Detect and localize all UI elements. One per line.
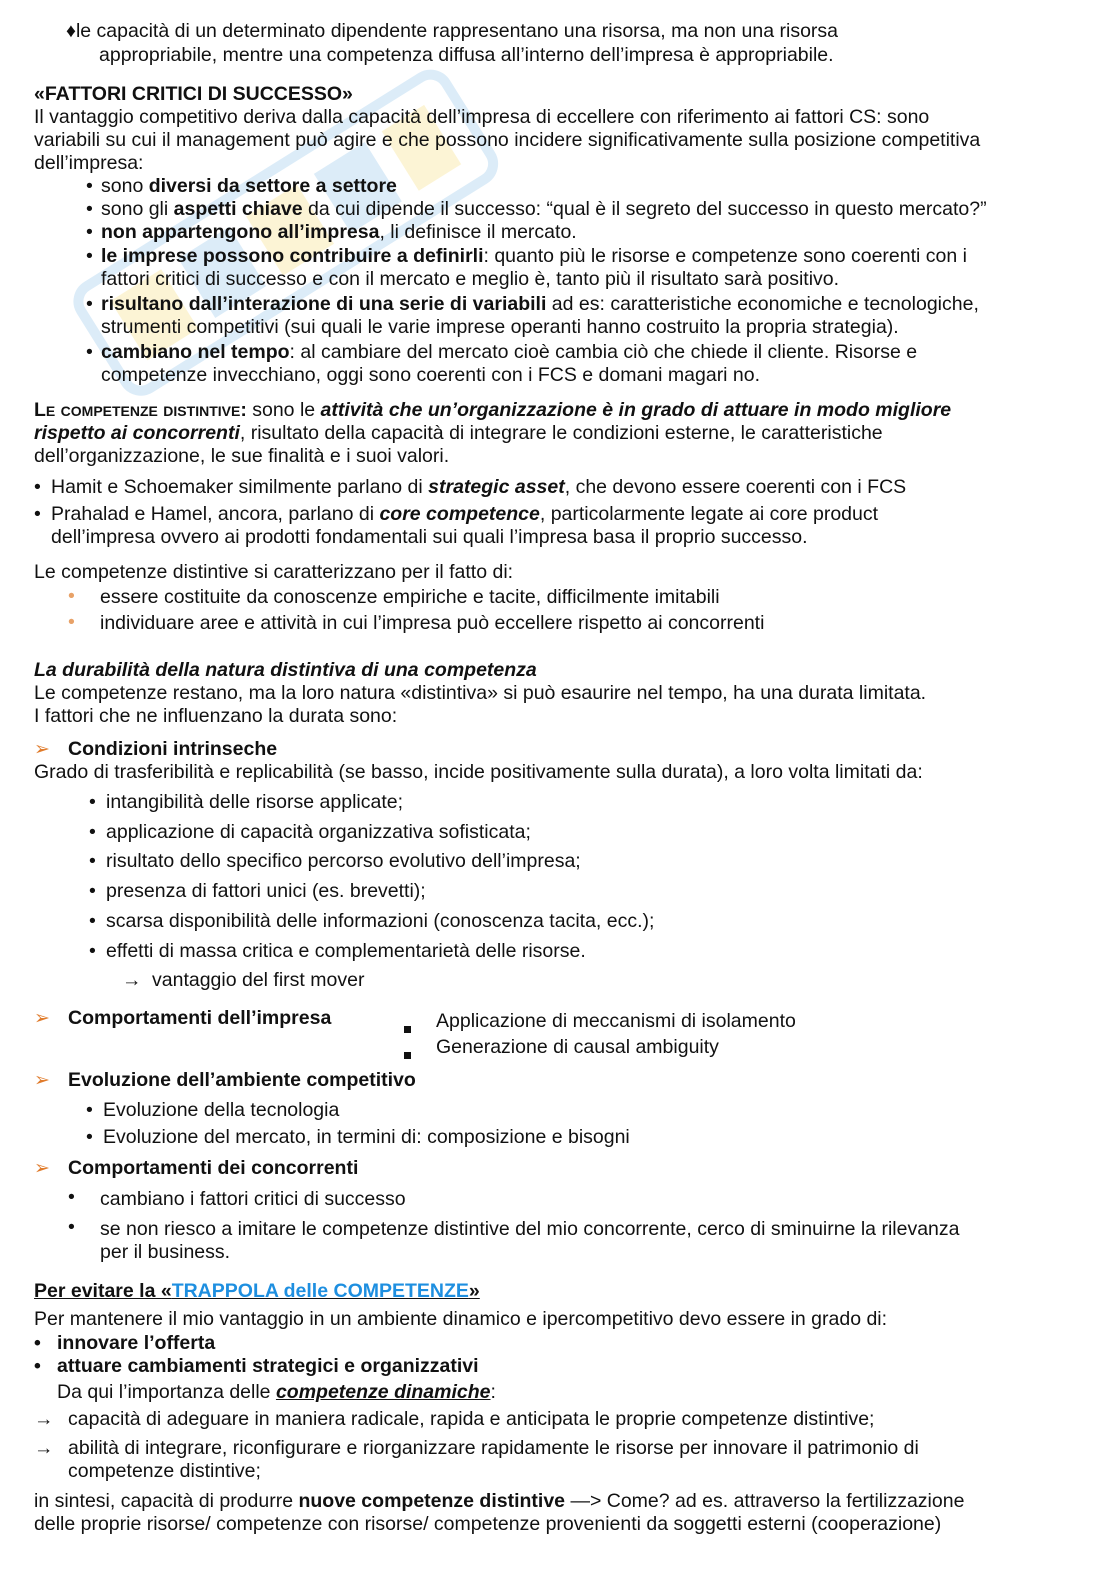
cd-prahalad: Prahalad e Hamel, ancora, parlano di core competence, particolarmente legate ai core product: [51, 503, 879, 525]
fcs-bullet-1: sono diversi da settore a settore: [101, 175, 397, 197]
bullet-icon: •: [68, 1216, 75, 1238]
dynamic-item-1: capacità di adeguare in maniera radicale, rapida e anticipata le proprie competenze distintive;: [68, 1408, 875, 1430]
diamond-bullet-icon: ♦: [66, 20, 76, 42]
firm-behaviour-item-2: Generazione di causal ambiguity: [436, 1036, 719, 1058]
right-arrow-icon: →: [34, 1437, 54, 1459]
fcs-bullet-6-cont: competenze invecchiano, oggi sono coerenti con i FCS e domani magari no.: [101, 364, 761, 386]
orange-bullet-icon: •: [68, 585, 75, 607]
dynamic-item-2-cont: competenze distintive;: [68, 1460, 261, 1482]
durability-line-2: I fattori che ne influenzano la durata sono:: [34, 705, 398, 727]
summary-line-1: in sintesi, capacità di produrre nuove competenze distintive —> Come? ad es. attraverso la fertilizzazione: [34, 1490, 965, 1512]
fcs-bullet-2: sono gli aspetti chiave da cui dipende il successo: “qual è il segreto del successo in questo mercato?”: [101, 198, 987, 220]
bullet-icon: •: [86, 175, 93, 197]
arrowhead-bullet-icon: ➢: [34, 1070, 50, 1091]
bullet-icon: •: [86, 198, 93, 220]
first-mover-item: vantaggio del first mover: [152, 969, 365, 991]
fcs-bullet-5-cont: strumenti competitivi (sui quali le varie imprese operanti hanno costruito la propria strategia).: [101, 316, 899, 338]
trap-heading: Per evitare la «TRAPPOLA delle COMPETENZE»: [34, 1280, 480, 1302]
bullet-icon: •: [89, 940, 96, 962]
trap-bullet-1: innovare l’offerta: [57, 1332, 216, 1354]
competitors-item-2-cont: per il business.: [100, 1241, 231, 1263]
fcs-bullet-5: risultano dall’interazione di una serie di variabili ad es: caratteristiche economiche e tecnologiche,: [101, 293, 979, 315]
fcs-bullet-3: non appartengono all’impresa, li definisce il mercato.: [101, 221, 577, 243]
bullet-icon: •: [86, 221, 93, 243]
fcs-bullet-6: cambiano nel tempo: al cambiare del mercato cioè cambia ciò che chiede il cliente. Risorse e: [101, 341, 918, 363]
competitors-heading: Comportamenti dei concorrenti: [68, 1157, 359, 1179]
trap-link[interactable]: TRAPPOLA delle COMPETENZE: [171, 1280, 469, 1302]
bullet-icon: •: [89, 910, 96, 932]
bullet-icon: •: [34, 476, 41, 498]
fcs-bullet-4: le imprese possono contribuire a definirli: quanto più le risorse e competenze sono coerenti con i: [101, 245, 967, 267]
intrinsic-conditions-desc: Grado di trasferibilità e replicabilità (se basso, incide positivamente sulla durata), a loro volta limitati da:: [34, 761, 923, 783]
bullet-icon: •: [86, 245, 93, 267]
intrinsic-item-2: applicazione di capacità organizzativa sofisticata;: [106, 821, 531, 843]
intrinsic-item-3: risultato dello specifico percorso evolutivo dell’impresa;: [106, 850, 581, 872]
competitors-item-2: se non riesco a imitare le competenze distintive del mio concorrente, cerco di sminuirne la rilevanza: [100, 1218, 960, 1240]
square-bullet-icon: [404, 1016, 411, 1039]
orange-bullet-icon: •: [68, 611, 75, 633]
bullet-icon: •: [86, 1099, 93, 1121]
cd-heading: Le competenze distintive:: [34, 399, 247, 421]
cd-characteristic-2: individuare aree e attività in cui l’impresa può eccellere rispetto ai concorrenti: [100, 612, 765, 634]
firm-behaviour-item-1: Applicazione di meccanismi di isolamento: [436, 1010, 796, 1032]
trap-bullet-2: attuare cambiamenti strategici e organizzativi: [57, 1355, 479, 1377]
cd-definition-line-2: rispetto ai concorrenti, risultato della capacità di integrare le condizioni esterne, le caratteristiche: [34, 422, 883, 444]
intro-line-1: ♦le capacità di un determinato dipendente rappresentano una risorsa, ma non una risorsa: [66, 20, 839, 42]
competitors-item-1: cambiano i fattori critici di successo: [100, 1188, 406, 1210]
bullet-icon: •: [34, 503, 41, 525]
cd-characteristic-1: essere costituite da conoscenze empiriche e tacite, difficilmente imitabili: [100, 586, 720, 608]
bullet-icon: •: [89, 821, 96, 843]
square-bullet-icon: [404, 1042, 411, 1065]
fcs-paragraph-line-1: Il vantaggio competitivo deriva dalla capacità dell’impresa di eccellere con riferimento ai fattori CS: sono: [34, 106, 930, 128]
bullet-icon: •: [86, 293, 93, 315]
bullet-icon: •: [34, 1355, 41, 1377]
environment-heading: Evoluzione dell’ambiente competitivo: [68, 1069, 416, 1091]
cd-prahalad-cont: dell’impresa ovvero ai prodotti fondamentali sui quali l’impresa basa il proprio successo.: [51, 526, 808, 548]
bullet-icon: •: [86, 1126, 93, 1148]
bullet-icon: •: [68, 1186, 75, 1208]
dynamic-item-2: abilità di integrare, riconfigurare e riorganizzare rapidamente le risorse per innovare il patrimonio di: [68, 1437, 919, 1459]
fcs-heading: «FATTORI CRITICI DI SUCCESSO»: [34, 83, 353, 105]
arrowhead-bullet-icon: ➢: [34, 1158, 50, 1179]
durability-line-1: Le competenze restano, ma la loro natura «distintiva» si può esaurire nel tempo, ha una durata limitata.: [34, 682, 927, 704]
arrowhead-bullet-icon: ➢: [34, 739, 50, 760]
fcs-paragraph-line-3: dell’impresa:: [34, 152, 144, 174]
durability-heading: La durabilità della natura distintiva di una competenza: [34, 659, 537, 681]
dynamic-competences-line: Da qui l’importanza delle competenze dinamiche:: [57, 1381, 496, 1403]
cd-characteristics-intro: Le competenze distintive si caratterizzano per il fatto di:: [34, 561, 514, 583]
intrinsic-conditions-heading: Condizioni intrinseche: [68, 738, 278, 760]
cd-definition-line-3: dell’organizzazione, le sue finalità e i suoi valori.: [34, 445, 450, 467]
bullet-icon: •: [89, 880, 96, 902]
bullet-icon: •: [89, 791, 96, 813]
bullet-icon: •: [89, 850, 96, 872]
right-arrow-icon: →: [34, 1408, 54, 1430]
intrinsic-item-5: scarsa disponibilità delle informazioni (conoscenza tacita, ecc.);: [106, 910, 655, 932]
firm-behaviour-heading: Comportamenti dell’impresa: [68, 1007, 332, 1029]
bullet-icon: •: [34, 1332, 41, 1354]
trap-intro: Per mantenere il mio vantaggio in un ambiente dinamico e ipercompetitivo devo essere in grado di:: [34, 1308, 888, 1330]
environment-item-1: Evoluzione della tecnologia: [103, 1099, 340, 1121]
intrinsic-item-4: presenza di fattori unici (es. brevetti);: [106, 880, 426, 902]
intrinsic-item-6: effetti di massa critica e complementarietà delle risorse.: [106, 940, 586, 962]
fcs-bullet-4-cont: fattori critici di successo e con il mercato e meglio è, tanto più il risultato sarà positivo.: [101, 268, 840, 290]
cd-definition-line-1: Le competenze distintive: sono le attività che un’organizzazione è in grado di attuare in modo migliore: [34, 399, 952, 421]
environment-item-2: Evoluzione del mercato, in termini di: composizione e bisogni: [103, 1126, 630, 1148]
arrowhead-bullet-icon: ➢: [34, 1008, 50, 1029]
intrinsic-item-1: intangibilità delle risorse applicate;: [106, 791, 404, 813]
fcs-paragraph-line-2: variabili su cui il management può agire e che possono incidere significativamente sulla posizione competitiva: [34, 129, 981, 151]
cd-hamit: Hamit e Schoemaker similmente parlano di strategic asset, che devono essere coerenti con i FCS: [51, 476, 907, 498]
right-arrow-icon: →: [122, 969, 142, 991]
bullet-icon: •: [86, 341, 93, 363]
summary-line-2: delle proprie risorse/ competenze con risorse/ competenze provenienti da soggetti esterni (cooperazione): [34, 1513, 942, 1535]
intro-line-2: appropriabile, mentre una competenza diffusa all’interno dell’impresa è appropriabile.: [99, 44, 834, 66]
